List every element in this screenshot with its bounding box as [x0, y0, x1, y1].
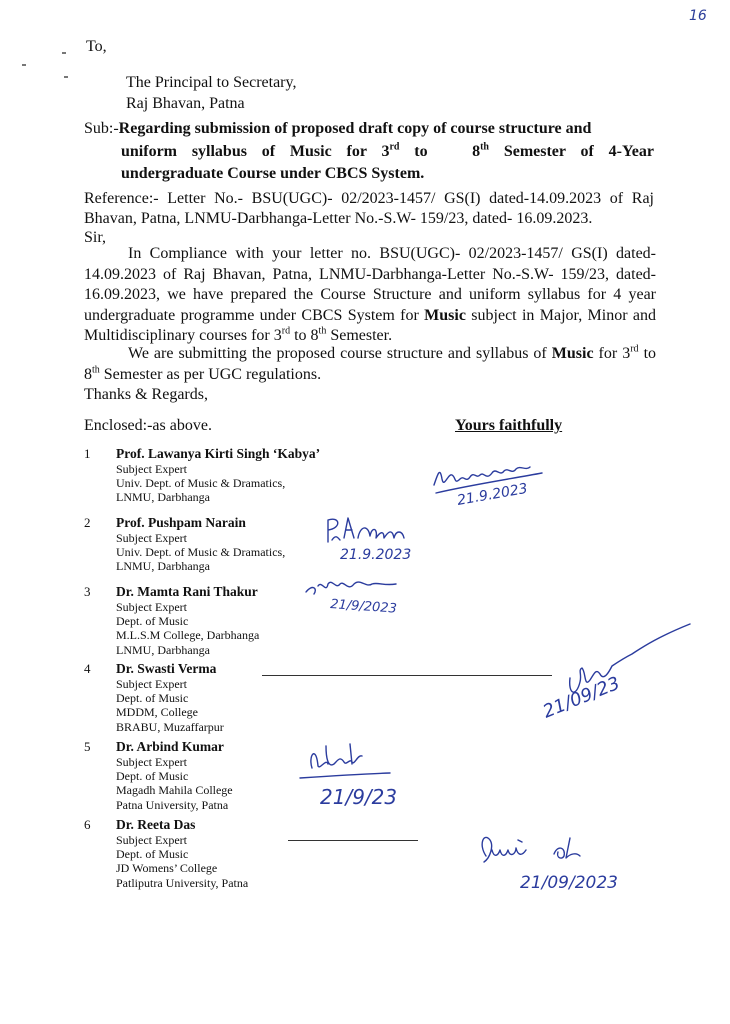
member-name: Dr. Arbind Kumar — [116, 739, 224, 754]
member-name: Dr. Reeta Das — [116, 817, 196, 832]
signature-date: 21/09/23 — [540, 672, 623, 723]
closing-yours-faithfully: Yours faithfully — [455, 417, 563, 434]
thanks-regards: Thanks & Regards, — [84, 386, 208, 403]
member-university: Patliputra University, Patna — [116, 875, 249, 890]
address-line-1: The Principal to Secretary, — [126, 74, 297, 91]
signature-date: 21/9/23 — [320, 785, 398, 809]
member-name: Prof. Pushpam Narain — [116, 515, 246, 530]
page-number: 16 — [689, 8, 707, 24]
signature-date: 21/9/2023 — [329, 597, 398, 617]
subject-line-1: Regarding submission of proposed draft copy of course structure and — [118, 120, 592, 137]
member-university: LNMU, Darbhanga — [116, 559, 210, 574]
subject-line-3: undergraduate Course under CBCS System. — [121, 165, 425, 182]
member-role: Subject Expert — [116, 755, 187, 769]
scan-mark — [62, 52, 66, 54]
member-dept: Dept. of Music — [116, 614, 189, 629]
subject-line-2: uniform syllabus of Music for 3rd to 8th Semester of 4-Year — [121, 141, 654, 160]
signature-2 — [318, 514, 448, 564]
member-role: Subject Expert — [116, 600, 187, 614]
member-role: Subject Expert — [116, 462, 187, 476]
signature-date: 21.9.2023 — [340, 547, 412, 563]
signature-6 — [470, 828, 670, 898]
member-number: 4 — [84, 661, 91, 676]
signature-line-6 — [288, 840, 418, 841]
member-dept: Dept. of Music — [116, 691, 189, 706]
member-role: Subject Expert — [116, 833, 187, 847]
member-dept: Dept. of Music — [116, 847, 189, 862]
enclosed-note: Enclosed:-as above. — [84, 417, 212, 434]
body-paragraph-1: In Compliance with your letter no. BSU(UGC)- 02/2023-1457/ GS(I) dated-14.09.2023 of Raj Bhavan, Patna, LNMU-Darbhanga-Letter No.-S.W- 159/23, dated- 16.09.2023, we have prepared the Course Structure and uniform syllabus for 4 year undergraduate programme under CBCS System for Music subject in Major, Minor and Multidisciplinary courses for 3rd to 8th Semester. — [84, 245, 657, 344]
subject-prefix: Sub:- — [84, 120, 119, 137]
member-university: LNMU, Darbhanga — [116, 490, 210, 505]
signature-3 — [300, 574, 460, 617]
address-line-2: Raj Bhavan, Patna — [126, 95, 245, 112]
subject — [84, 118, 654, 186]
member-university: Patna University, Patna — [116, 797, 229, 812]
signature-line-4 — [262, 675, 552, 676]
member-dept: Dept. of Music — [116, 769, 189, 784]
member-name: Dr. Swasti Verma — [116, 661, 217, 676]
signature-1 — [430, 455, 560, 510]
member-name: Prof. Lawanya Kirti Singh ‘Kabya’ — [116, 446, 321, 461]
scan-mark — [22, 64, 26, 66]
letter-to: To, — [86, 38, 107, 55]
signature-date: 21.9.2023 — [455, 480, 529, 509]
member-role: Subject Expert — [116, 677, 187, 691]
member-number: 2 — [84, 515, 91, 530]
signature-5 — [290, 736, 420, 816]
member-dept: Univ. Dept. of Music & Dramatics, — [116, 545, 286, 560]
member-name: Dr. Mamta Rani Thakur — [116, 584, 258, 599]
member-university: LNMU, Darbhanga — [116, 642, 210, 657]
signature-date: 21/09/2023 — [520, 873, 618, 893]
member-college: Magadh Mahila College — [116, 783, 233, 798]
member-college: M.L.S.M College, Darbhanga — [116, 628, 260, 643]
reference: Reference:- Letter No.- BSU(UGC)- 02/2023-1457/ GS(I) dated-14.09.2023 of Raj Bhavan, Patna, LNMU-Darbhanga-Letter No.-S.W- 159/23, dated- 16.09.2023. — [84, 190, 654, 227]
member-college: MDDM, College — [116, 705, 198, 720]
member-number: 5 — [84, 739, 91, 754]
member-number: 3 — [84, 584, 91, 599]
member-number: 1 — [84, 446, 91, 461]
member-role: Subject Expert — [116, 531, 187, 545]
member-number: 6 — [84, 817, 91, 832]
signature-4 — [540, 618, 700, 728]
member-college: JD Womens’ College — [116, 861, 218, 876]
scan-mark — [64, 76, 68, 78]
member-university: BRABU, Muzaffarpur — [116, 719, 224, 734]
salutation: Sir, — [84, 229, 107, 246]
member-dept: Univ. Dept. of Music & Dramatics, — [116, 476, 286, 491]
body-paragraph-2: We are submitting the proposed course structure and syllabus of Music for 3rd to 8th Semester as per UGC regulations. — [84, 343, 657, 383]
